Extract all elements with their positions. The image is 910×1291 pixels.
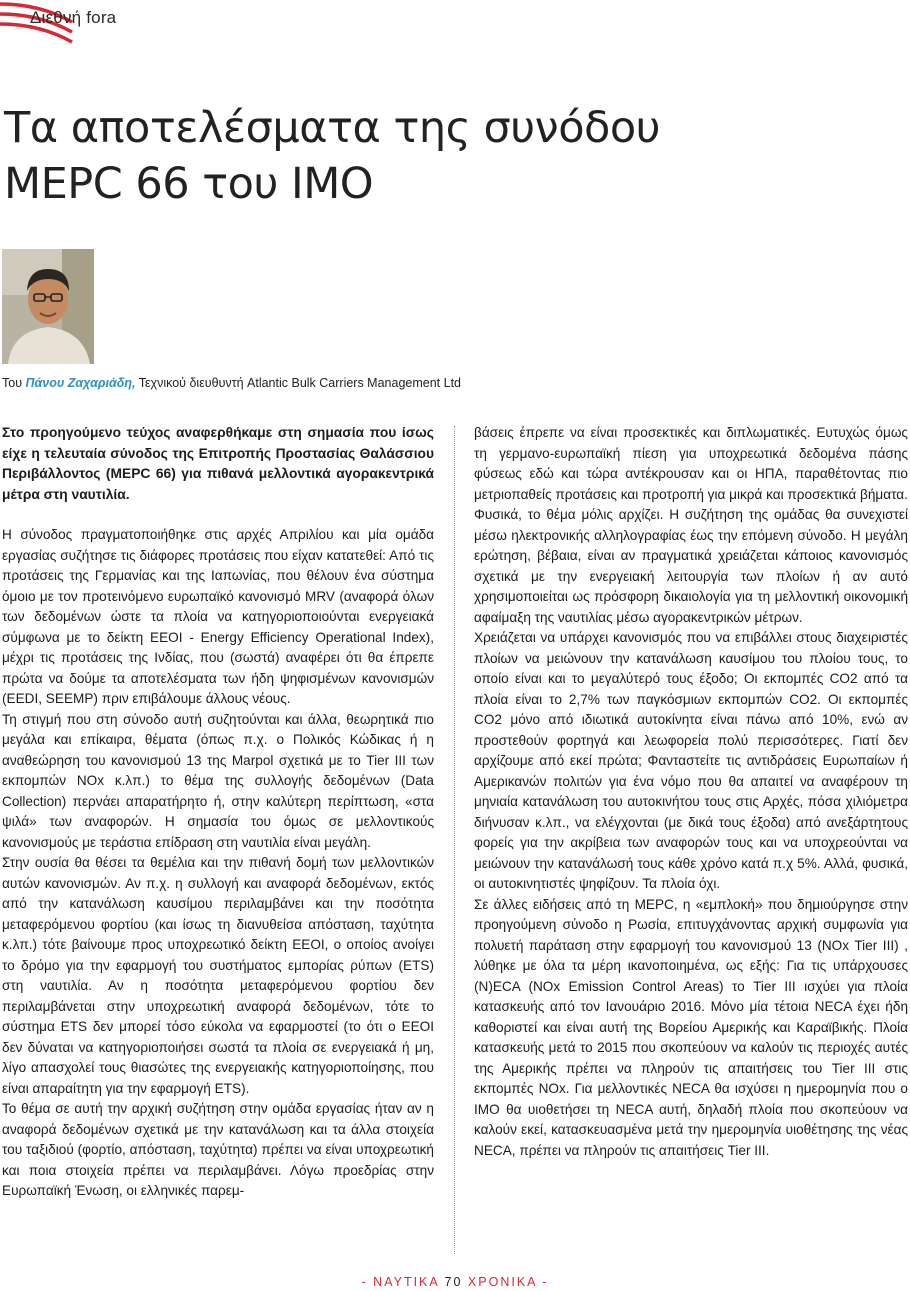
headline-line-1: Τα αποτελέσματα της συνόδου [4, 103, 661, 153]
byline-role: Τεχνικού διευθυντή Atlantic Bulk Carriers Management Ltd [138, 376, 461, 390]
byline-author: Πάνου Ζαχαριάδη, [25, 376, 136, 390]
article-paragraph: Χρειάζεται να υπάρχει κανονισμός που να επιβάλλει στους διαχειριστές πλοίων να μειώνουν την κατανάλωση καυσίμου του πλοίου τους, το οποίο είναι και το μεγαλύτερό τους έξοδο; Οι εκπομπές CO2 από τα πλοία είναι το 2,7% των παγκόσμιων εκπομπών CO2. Οι εκπομπές CO2 μόνο από ιδιωτικά αυτοκίνητα είναι πάνω από 10%, ενώ αν προστεθούν φορτηγά και λεωφορεία πολύ περισσότερες. Γιατί δεν αρχίζουμε από εκεί πρώτα; Φανταστείτε τις αντιδράσεις Ευρωπαίων ή Αμερικανών πολιτών για ένα νόμο που θα απαιτεί να αναφέρουν τη μηνιαία κατανάλωση του αυτοκινήτου τους στις Αρχές, πόσα χιλιόμετρα διήνυσαν κ.λπ., να ελέγχονται (με δικά τους έξοδα) από ανεξάρτητους φορείς για την ακρίβεια των αναφορών τους και να υποχρεούνται να μειώνουν την κατανάλωσή τους κάθε χρόνο κατά π.χ 5%. Αλλά, φυσικά, οι αυτοκινητιστές ψηφίζουν. Τα πλοία όχι. [474, 630, 908, 891]
article-paragraph: Στην ουσία θα θέσει τα θεμέλια και την πιθανή δομή των μελλοντικών αυτών κανονισμών. Αν π.χ. η συλλογή και αναφορά δεδομένων, εκτός από την κατανάλωση καυσίμου περιλαμβάνει και την ποσότητα μεταφερόμενου φορτίου (και ίσως τη διανυθείσα απόσταση, ταχύτητα κ.λπ.) τότε βαίνουμε προς υποχρεωτικό δείκτη EEOI, ο οποίος ανοίγει το δρόμο για την εφαρμογή του συστήματος εμπορίας ρύπων (ETS) στη ναυτιλία. Αν η ποσότητα μεταφερόμενου φορτίου δεν περιλαμβάνεται στην υποχρεωτική αναφορά δεδομένων, τότε το σύστημα ETS δεν μπορεί τόσο εύκολα να εφαρμοστεί (το ότι ο EEOI δεν δύναται να κατηγοριοποιήσει σωστά τα πλοία σε ενεργειακά ή μη, λίγο απασχολεί τους θιασώτες της ενεργειακής κατηγοριοποίησης, που είναι απαραίτητη για την εφαρμογή ETS). [2, 855, 434, 1096]
article-paragraph: βάσεις έπρεπε να είναι προσεκτικές και διπλωματικές. Ευτυχώς όμως τη γερμανο-ευρωπαϊκή πίεση για υποχρεωτικά δεδομένα πάσης φύσεως εδώ και τώρα αντέκρουσαν και οι ΗΠΑ, παραθέτοντας πιο μετριοπαθείς προτάσεις και προτροπή για μικρά και προσεκτικά βήματα. [474, 425, 908, 502]
article-column-right [474, 423, 908, 1258]
section-header [0, 0, 300, 50]
page-footer [0, 1275, 910, 1289]
article-paragraph: Σε άλλες ειδήσεις από τη MEPC, η «εμπλοκή» που δημιούργησε στην προηγούμενη σύνοδο η Ρωσία, επιτυγχάνοντας αρχική συμφωνία για πολυετή παράταση στην εφαρμογή του κανονισμού 13 (NOx Tier III) , λύθηκε με όλα τα μέρη ικανοποιημένα, ως εξής: Για τις υπάρχουσες (N)ECA (NOx Emission Control Areas) το Tier III ισχύει για πλοία κατασκευής από τον Ιανουάριο 2016. Μόνο μία τέτοια NECA έχει ήδη καθοριστεί και είναι αυτή της Βορείου Αμερικής και Καραϊβικής. Πλοία κατασκευής μετά το 2015 που σκοπεύουν να καλούν τις περιοχές αυτές της Αμερικής πρέπει να πληρούν τις απαιτήσεις του Tier III στις εκπομπές NOx. Για μελλοντικές NECA θα ισχύσει η ημερομηνία που ο ΙΜΟ θα υιοθετήσει τη NECA αυτή, δηλαδή πλοία που σκοπεύουν να καλούν εκεί, κατασκευασμένα μετά την ημερομηνία υιοθέτησης της νέας NECA, πρέπει να πληρούν τις απαιτήσεις Tier III. [474, 896, 908, 1158]
article-paragraph: Το θέμα σε αυτή την αρχική συζήτηση στην ομάδα εργασίας ήταν αν η αναφορά δεδομένων σχετικά με την κατανάλωση και τα άλλα στοιχεία του ταξιδιού (φορτίο, απόσταση, ταχύτητα) πρέπει να είναι υποχρεωτική και ποια στοιχεία πρέπει να περιλαμβάνει. Λόγω προεδρίας στην Ευρωπαϊκή Ένωση, οι ελληνικές παρεμ- [2, 1101, 434, 1198]
article-headline [4, 100, 884, 212]
column-divider [454, 426, 455, 1254]
article-lede: Στο προηγούμενο τεύχος αναφερθήκαμε στη σημασία που ίσως είχε η τελευταία σύνοδος της Επιτροπής Προστασίας Θαλάσσιου Περιβάλλοντος (MEPC 66) για πιθανά μελλοντικά αγορακεντρικά μέτρα στη ναυτιλία. [2, 425, 434, 502]
section-label: Διεθνή fora [30, 8, 117, 27]
byline-prefix: Του [2, 376, 23, 390]
article-paragraph: Τη στιγμή που στη σύνοδο αυτή συζητούνται και άλλα, θεωρητικά πιο μεγάλα και επίκαιρα, θέματα (όπως π.χ. ο Πολικός Κώδικας ή η αναθεώρηση του κανονισμού 13 της Marpol σχετικά με το Tier III των εκπομπών NOx κ.λπ.) το θέμα της συλλογής δεδομένων (Data Collection) περνάει απαρατήρητο ή, στην καλύτερη περίπτωση, «στα ψιλά» των αναφορών. Η σημασία του όμως σε μελλοντικούς κανονισμούς με τεράστια επίδραση στη ναυτιλία είναι μεγάλη. [2, 711, 434, 850]
article-paragraph: Φυσικά, το θέμα μόλις αρχίζει. Η συζήτηση της ομάδας θα συνεχιστεί μέσω ηλεκτρονικής αλληλογραφίας έως την επόμενη σύνοδο. Η μεγάλη ερώτηση, βέβαια, είναι αν πραγματικά χρειάζεται κάποιος κανονισμός σχετικά με την ενεργειακή λειτουργία των πλοίων ή αν αυτό χρησιμοποιείται ως πρόσφορη δικαιολογία για τη μελλοντική οικονομική αφαίμαξη της ναυτιλίας μέσω αγορακεντρικών μέτρων. [474, 507, 908, 625]
page-number: 70 [444, 1275, 463, 1289]
footer-left: - ΝΑΥΤΙΚΑ [361, 1275, 440, 1289]
author-photo [2, 249, 94, 364]
footer-right: ΧΡΟΝΙΚΑ - [467, 1275, 549, 1289]
headline-line-2: MEPC 66 του IMO [4, 159, 374, 209]
article-column-left [2, 423, 434, 1258]
byline [2, 376, 461, 390]
article-paragraph: Η σύνοδος πραγματοποιήθηκε στις αρχές Απριλίου και μία ομάδα εργασίας συζήτησε τις διάφορες προτάσεις που είχαν κατατεθεί: Από τις προτάσεις της Γερμανίας και της Ιαπωνίας, που θέλουν ένα σύστημα όμοιο με τον προτεινόμενο ευρωπαϊκό κανονισμό MRV (αναφορά όλων των δεδομένων ώστε τα πλοία να κατηγοριοποιούνται ενεργειακά σύμφωνα με το δείκτη EEOI - Energy Efficiency Operational Index), μέχρι τις προτάσεις της Ινδίας, που (σωστά) αναφέρει ότι θα έπρεπε πρώτα να δούμε τα αποτελέσματα των ήδη ψηφισμένων κανονισμών (EEDI, SEEMP) πριν επιβάλουμε άλλους νέους. [2, 527, 434, 706]
